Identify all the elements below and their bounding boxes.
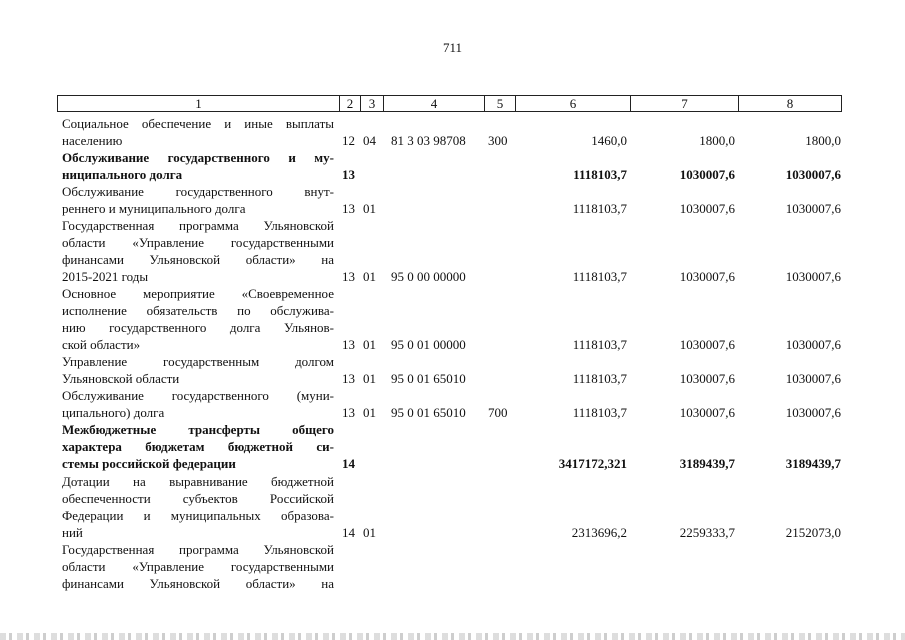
cell-section: 13 <box>342 269 355 284</box>
description-line: финансами Ульяновской области» на <box>62 252 334 267</box>
cell-section: 13 <box>342 167 355 182</box>
cell-subsection: 04 <box>363 133 376 148</box>
cell-amount-col7: 1030007,6 <box>679 201 735 216</box>
description-line: Обслуживание государственного (муни- <box>62 388 334 403</box>
description-line: характера бюджетам бюджетной си- <box>62 439 334 454</box>
cell-amount-col6: 3417172,321 <box>558 456 627 471</box>
cell-section: 13 <box>342 371 355 386</box>
header-col-7: 7 <box>681 96 688 111</box>
description-line: 2015-2021 годы <box>62 269 149 284</box>
description-line: Основное мероприятие «Своевременное <box>62 286 334 301</box>
cell-amount-col6: 1118103,7 <box>572 337 627 352</box>
page-number: 711 <box>442 40 463 55</box>
cell-amount-col8: 1030007,6 <box>785 269 841 284</box>
cell-amount-col8: 1800,0 <box>805 133 841 148</box>
description-line: Федерации и муниципальных образова- <box>62 508 334 523</box>
description-line: Управление государственным долгом <box>62 354 334 369</box>
cell-amount-col8: 1030007,6 <box>785 405 841 420</box>
description-line: области «Управление государственными <box>62 235 334 250</box>
cell-amount-col6: 1118103,7 <box>573 167 627 182</box>
cell-amount-col7: 1030007,6 <box>679 337 735 352</box>
cell-subsection: 01 <box>363 269 376 284</box>
description-line: ской области» <box>62 337 141 352</box>
cell-amount-col6: 2313696,2 <box>571 525 627 540</box>
row-description <box>62 353 334 387</box>
cell-section: 14 <box>342 456 355 471</box>
cell-target-code: 95 0 01 00000 <box>391 337 466 352</box>
scan-edge-artifact <box>0 633 905 640</box>
description-line: Государственная программа Ульяновской <box>62 218 334 233</box>
cell-subsection: 01 <box>363 337 376 352</box>
description-line: Социальное обеспечение и иные выплаты <box>62 116 334 131</box>
cell-amount-col6: 1118103,7 <box>572 201 627 216</box>
cell-amount-col6: 1118103,7 <box>572 405 627 420</box>
description-line: Государственная программа Ульяновской <box>62 542 334 557</box>
cell-amount-col7: 1030007,6 <box>679 269 735 284</box>
row-description <box>62 115 334 149</box>
cell-amount-col7: 1030007,6 <box>679 167 735 182</box>
row-description <box>62 387 334 421</box>
header-col-4: 4 <box>430 96 438 111</box>
cell-subsection: 01 <box>363 201 376 216</box>
cell-amount-col7: 1800,0 <box>699 133 735 148</box>
description-line: ципального) долга <box>62 405 165 420</box>
description-line: стемы российской федерации <box>62 456 236 471</box>
header-col-5: 5 <box>496 96 504 111</box>
cell-subsection: 01 <box>363 371 376 386</box>
header-col-8: 8 <box>786 96 794 111</box>
description-line: Межбюджетные трансферты общего <box>62 422 334 437</box>
header-col-6: 6 <box>569 96 577 111</box>
description-line: Ульяновской области <box>62 371 180 386</box>
cell-target-code: 95 0 01 65010 <box>391 371 466 386</box>
row-description <box>62 217 334 285</box>
row-description <box>62 421 334 472</box>
cell-amount-col7: 1030007,6 <box>679 405 735 420</box>
description-line: Обслуживание государственного и му- <box>62 150 334 165</box>
cell-section: 14 <box>342 525 355 540</box>
cell-target-code: 95 0 01 65010 <box>391 405 466 420</box>
cell-amount-col8: 1030007,6 <box>785 167 841 182</box>
cell-subsection: 01 <box>363 405 376 420</box>
cell-expense-type: 700 <box>488 405 508 420</box>
cell-amount-col6: 1118103,7 <box>572 269 627 284</box>
description-line: ниципального долга <box>62 167 183 182</box>
cell-amount-col7: 2259333,7 <box>679 525 735 540</box>
cell-target-code: 95 0 00 00000 <box>391 269 466 284</box>
cell-target-code: 81 3 03 98708 <box>391 133 466 148</box>
cell-amount-col8: 1030007,6 <box>785 201 841 216</box>
cell-amount-col7: 3189439,7 <box>679 456 735 471</box>
header-col-3: 3 <box>368 96 376 111</box>
table-header <box>57 95 842 112</box>
header-col-2: 2 <box>346 96 354 111</box>
row-description <box>62 473 334 541</box>
description-line: финансами Ульяновской области» на <box>62 576 334 591</box>
description-line: Обслуживание государственного внут- <box>62 184 334 199</box>
cell-section: 13 <box>342 337 355 352</box>
cell-amount-col8: 1030007,6 <box>785 371 841 386</box>
cell-amount-col8: 3189439,7 <box>785 456 841 471</box>
cell-amount-col6: 1460,0 <box>591 133 627 148</box>
description-line: ний <box>62 525 83 540</box>
description-line: населению <box>62 133 123 148</box>
cell-subsection: 01 <box>363 525 376 540</box>
cell-section: 13 <box>342 405 355 420</box>
description-line: нию государственного долга Ульянов- <box>62 320 334 335</box>
description-line: обеспеченности субъектов Российской <box>62 491 334 506</box>
description-line: исполнение обязательств по обслужива- <box>62 303 334 318</box>
description-line: Дотации на выравнивание бюджетной <box>62 474 334 489</box>
cell-amount-col7: 1030007,6 <box>679 371 735 386</box>
description-line: реннего и муниципального долга <box>62 201 246 216</box>
row-description <box>62 541 334 592</box>
row-description <box>62 285 334 353</box>
cell-amount-col8: 2152073,0 <box>785 525 841 540</box>
cell-section: 12 <box>342 133 355 148</box>
cell-amount-col8: 1030007,6 <box>785 337 841 352</box>
cell-expense-type: 300 <box>488 133 508 148</box>
row-description <box>62 183 334 217</box>
cell-amount-col6: 1118103,7 <box>572 371 627 386</box>
row-description <box>62 149 334 183</box>
header-col-1: 1 <box>195 96 202 111</box>
description-line: области «Управление государственными <box>62 559 334 574</box>
cell-section: 13 <box>342 201 355 216</box>
